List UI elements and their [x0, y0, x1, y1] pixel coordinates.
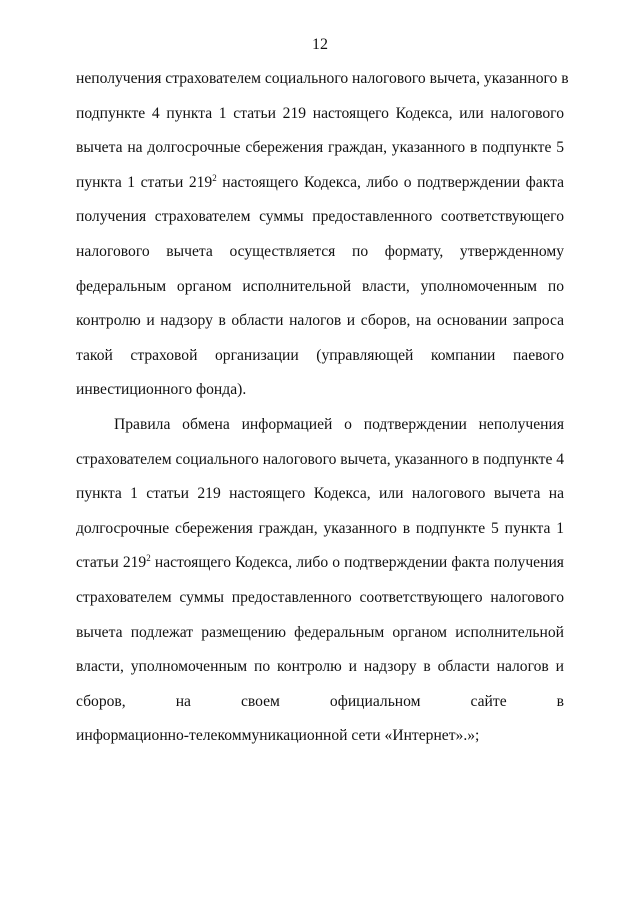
text-line: инвестиционного фонда). [76, 381, 247, 399]
page-number: 12 [312, 36, 328, 53]
text-fragment: пункта 1 статьи 219 [76, 173, 213, 191]
paragraph-2 [76, 408, 564, 754]
text-fragment: настоящего Кодекса, либо о подтверждении факта получения [154, 554, 564, 572]
text-line: такой страховой организации (управляющей компании паевого [76, 346, 564, 364]
text-line: пункта 1 статьи 219 настоящего Кодекса, или налогового вычета на [76, 485, 564, 503]
text-line: вычета подлежат размещению федеральным органом исполнительной [76, 623, 564, 641]
text-line: власти, уполномоченным по контролю и надзору в области налогов и [76, 658, 564, 676]
text-line: вычета на долгосрочные сбережения граждан, указанного в подпункте 5 [76, 139, 564, 157]
text-line: страхователем суммы предоставленного соответствующего налогового [76, 588, 564, 606]
text-line: Правила обмена информацией о подтверждении неполучения [114, 416, 564, 433]
text-line: получения страхователем суммы предоставленного соответствующего [76, 208, 564, 226]
text-line: федеральным органом исполнительной власти, уполномоченным по [76, 277, 564, 295]
text-line: долгосрочные сбережения граждан, указанного в подпункте 5 пункта 1 [76, 519, 564, 537]
superscript: 2 [212, 172, 217, 183]
text-line [76, 546, 564, 581]
text-line: страхователем социального налогового вычета, указанного в подпункте 4 [76, 450, 565, 468]
superscript: 2 [146, 553, 151, 564]
text-fragment: настоящего Кодекса, либо о подтверждении факта [222, 173, 564, 191]
text-line: контролю и надзору в области налогов и сборов, на основании запроса [76, 312, 564, 330]
text-line: подпункте 4 пункта 1 статьи 219 настоящего Кодекса, или налогового [76, 104, 564, 122]
text-line: сборов, на своем официальном сайте в [76, 692, 564, 710]
text-fragment: статьи 219 [76, 554, 147, 572]
text-line: неполучения страхователем социального налогового вычета, указанного в [76, 70, 569, 87]
text-line: налогового вычета осуществляется по формату, утвержденному [76, 242, 564, 260]
text-line: информационно-телекоммуникационной сети «Интернет».»; [76, 727, 480, 745]
paragraph-1 [76, 62, 569, 408]
text-line [76, 166, 564, 201]
